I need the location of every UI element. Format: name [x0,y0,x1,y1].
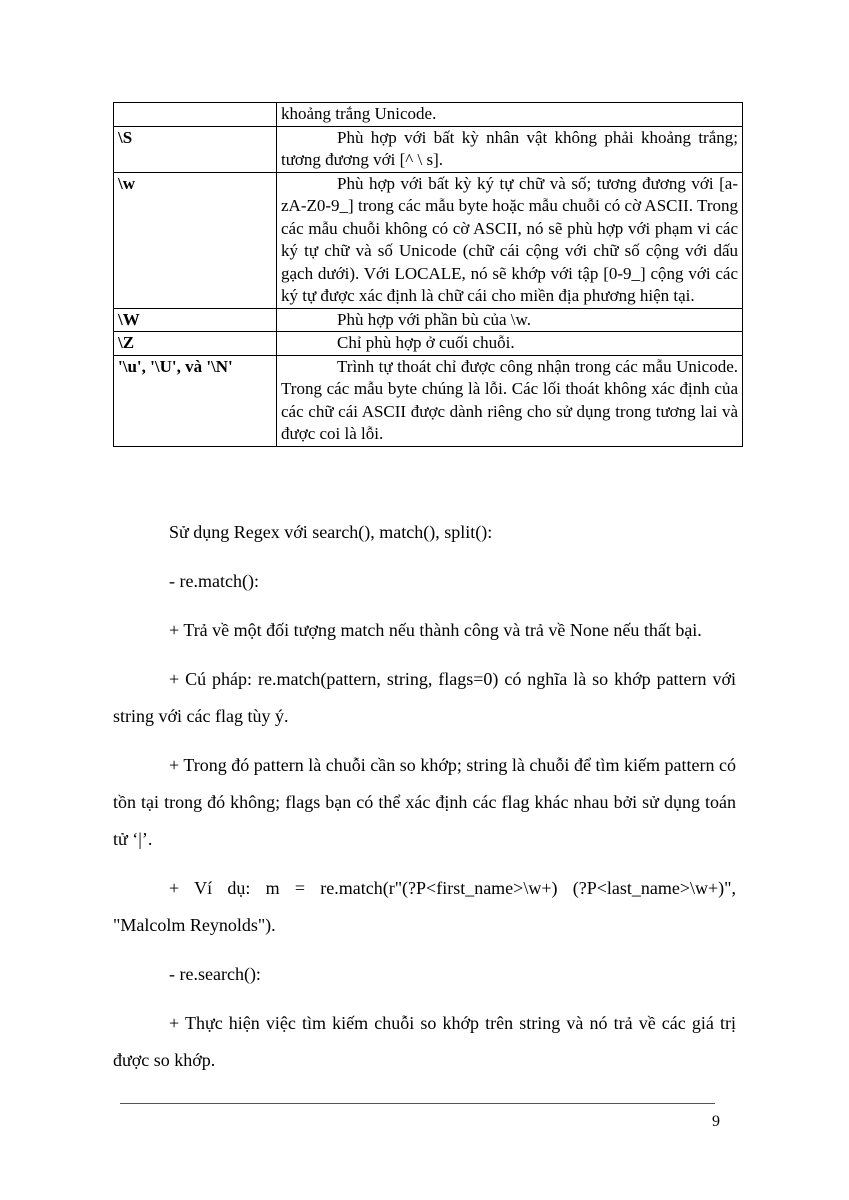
symbol-cell: '\u', '\U', và '\N' [114,355,277,446]
paragraph-text: + Trong đó pattern là chuỗi cần so khớp; string là chuỗi để tìm kiếm pattern có tồn tại trong đó không; flags bạn có thể xác định các flag khác nhau bởi sử dụng toán tử ‘|’. [113,755,736,849]
description-cell [277,103,743,127]
page-number: 9 [712,1113,720,1130]
list-item [113,747,736,858]
description-cell [277,308,743,332]
description-text: Phù hợp với phần bù của \w. [337,309,531,329]
table-row [114,308,743,332]
description-text: Trình tự thoát chỉ được công nhận trong các mẫu Unicode. Trong các mẫu byte chúng là lỗi. Các lối thoát không xác định của các chữ cái ASCII được dành riêng cho sử dụng trong tương lai và được coi là lỗi. [281,356,738,443]
description-cell [277,332,743,356]
description-cell [277,126,743,172]
list-item [113,563,736,600]
description-text: Phù hợp với bất kỳ ký tự chữ và số; tương đương với [a-zA-Z0-9_] trong các mẫu byte hoặc mẫu chuỗi có cờ ASCII. Trong các mẫu chuỗi không có cờ ASCII, nó sẽ phù hợp với phạm vi các ký tự chữ và số Unicode (chữ cái cộng với chữ số cộng với dấu gạch dưới). Với LOCALE, nó sẽ khớp với tập [0-9_] cộng với các ký tự được xác định là chữ cái cho miền địa phương hiện tại. [281,173,738,305]
body-text [113,514,736,1079]
description-text: khoảng trắng Unicode. [281,104,437,123]
paragraph-text: - re.match(): [169,571,259,591]
paragraph-text: + Cú pháp: re.match(pattern, string, flags=0) có nghĩa là so khớp pattern với string với các flag tùy ý. [113,669,736,726]
symbol-cell: \Z [114,332,277,356]
list-item [113,661,736,735]
list-item [113,956,736,993]
list-item [113,612,736,649]
regex-special-sequences-table [113,102,743,447]
paragraph-text: + Trả về một đối tượng match nếu thành công và trả về None nếu thất bại. [169,620,702,640]
paragraph-text: Sử dụng Regex với search(), match(), split(): [169,522,493,542]
footer-divider [120,1103,715,1104]
table-body [114,103,743,447]
list-item [113,1005,736,1079]
description-cell [277,355,743,446]
list-item [113,870,736,944]
table-row [114,355,743,446]
symbol-cell: \w [114,172,277,308]
description-text: Phù hợp với bất kỳ nhân vật không phải khoảng trắng; tương đương với [^ \ s]. [281,127,738,169]
symbol-cell: \W [114,308,277,332]
symbol-cell [114,103,277,127]
paragraph-text: + Ví dụ: m = re.match(r"(?P<first_name>\w+) (?P<last_name>\w+)", "Malcolm Reynolds"). [113,878,736,935]
table-row [114,103,743,127]
paragraph-text: + Thực hiện việc tìm kiếm chuỗi so khớp trên string và nó trả về các giá trị được so khớp. [113,1013,736,1070]
paragraph-text: - re.search(): [169,964,261,984]
table-row [114,126,743,172]
description-text: Chỉ phù hợp ở cuối chuỗi. [337,333,515,352]
description-cell [277,172,743,308]
section-heading-paragraph [113,514,736,551]
table-row [114,172,743,308]
symbol-cell: \S [114,126,277,172]
table-row [114,332,743,356]
